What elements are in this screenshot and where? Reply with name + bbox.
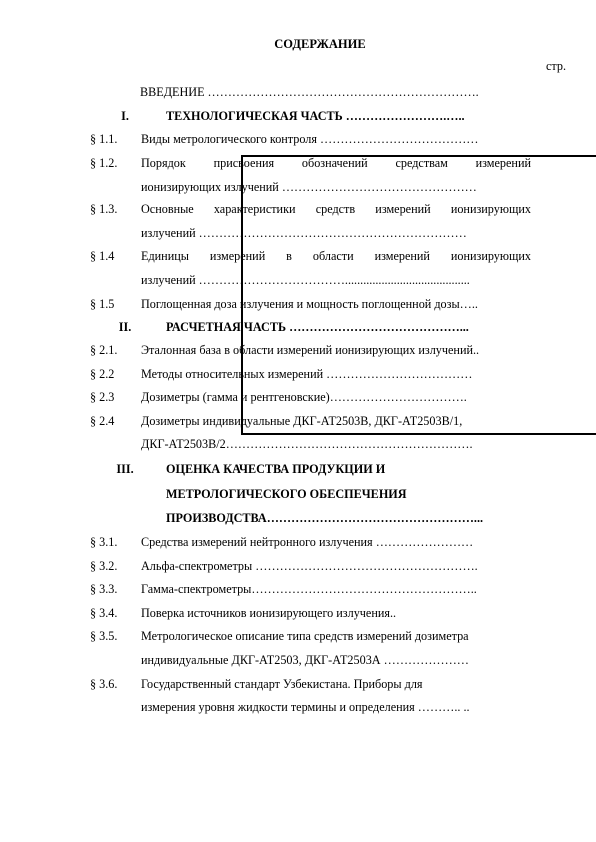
word: ионизирующих: [450, 202, 531, 216]
item-number: § 3.4.: [90, 606, 118, 620]
item-text: Виды метрологического контроля …………………………………: [141, 132, 479, 146]
item-text: Поглощенная доза излучения и мощность поглощенной дозы…..: [141, 297, 478, 311]
item-number: § 2.3: [90, 390, 115, 404]
item-text-continuation: излучений …………………………………………………………: [141, 226, 467, 240]
item-number: § 1.3.: [90, 202, 118, 216]
word: характеристики: [213, 202, 296, 216]
section-title-line: ОЦЕНКА КАЧЕСТВА ПРОДУКЦИИ И: [166, 462, 386, 476]
item-text-continuation: измерения уровня жидкости термины и определения ……….. ..: [141, 700, 470, 714]
item-text-continuation: ДКГ-АТ2503В/2…………………………………………………….: [141, 437, 473, 451]
section-title-line: МЕТРОЛОГИЧЕСКОГО ОБЕСПЕЧЕНИЯ: [166, 487, 407, 501]
item-number: § 2.4: [90, 414, 115, 428]
item-number: § 3.2.: [90, 559, 118, 573]
item-text-continuation: индивидуальные ДКГ-АТ2503, ДКГ-АТ2503А …………………: [141, 653, 469, 667]
item-number: § 3.6.: [90, 677, 118, 691]
word: измерений: [209, 249, 266, 263]
word: присвоения: [213, 156, 275, 170]
item-number: § 3.3.: [90, 582, 118, 596]
item-text: Альфа-спектрометры ……………………………………………….: [141, 559, 478, 573]
item-number: § 3.1.: [90, 535, 118, 549]
item-text-continuation: излучений ……………………………….........................................: [141, 273, 470, 287]
word: области: [312, 249, 354, 263]
item-text: Методы относительных измерений ………………………………: [141, 367, 473, 381]
item-text: Средства измерений нейтронного излучения ……………………: [141, 535, 474, 549]
item-text: Поверка источников ионизирующего излучения..: [141, 606, 397, 620]
word: Порядок: [141, 156, 186, 170]
section-title-line: ПРОИЗВОДСТВА……………………………………………...: [166, 511, 484, 525]
word: обозначений: [301, 156, 368, 170]
section-title: ТЕХНОЛОГИЧЕСКАЯ ЧАСТЬ …………………….…..: [166, 109, 465, 123]
word: измерений: [374, 249, 430, 263]
word: средств: [315, 202, 356, 216]
item-number: § 3.5.: [90, 629, 118, 643]
item-number: § 1.4: [90, 249, 115, 263]
word: Основные: [141, 202, 194, 216]
item-text: Эталонная база в области измерений ионизирующих излучений..: [141, 343, 480, 357]
item-text-justified: [141, 156, 531, 171]
word: измерений: [475, 156, 531, 170]
item-number: § 1.5: [90, 297, 115, 311]
item-number: § 2.1.: [90, 343, 118, 357]
item-text: Государственный стандарт Узбекистана. Приборы для: [141, 677, 423, 691]
section-title: РАСЧЕТНАЯ ЧАСТЬ ……………………………………...: [166, 320, 469, 334]
word: измерений: [375, 202, 431, 216]
item-number: § 1.1.: [90, 132, 118, 146]
item-text-justified: [141, 202, 531, 217]
section-number: III.: [116, 462, 134, 476]
word: в: [286, 249, 292, 263]
word: средствам: [395, 156, 448, 170]
item-text: Дозиметры индивидуальные ДКГ-АТ2503В, ДКГ-АТ2503В/1,: [141, 414, 463, 428]
toc-intro: ВВЕДЕНИЕ ………………………………………………………….: [140, 85, 479, 99]
section-number: II.: [118, 320, 132, 334]
item-number: § 2.2: [90, 367, 115, 381]
item-text: Дозиметры (гамма и рентгеновские)…………………………….: [141, 390, 467, 404]
page-column-label: стр.: [545, 59, 566, 73]
section-number: I.: [121, 109, 129, 123]
item-text: Гамма-спектрометры………………………………………………..: [141, 582, 477, 596]
item-text-justified: [141, 249, 531, 264]
item-number: § 1.2.: [90, 156, 118, 170]
word: Единицы: [141, 249, 189, 263]
item-text: Метрологическое описание типа средств измерений дозиметра: [141, 629, 469, 643]
item-text-continuation: ионизирующих излучений …………………………………………: [141, 180, 477, 194]
word: ионизирующих: [450, 249, 531, 263]
page-title: СОДЕРЖАНИЕ: [274, 37, 366, 51]
